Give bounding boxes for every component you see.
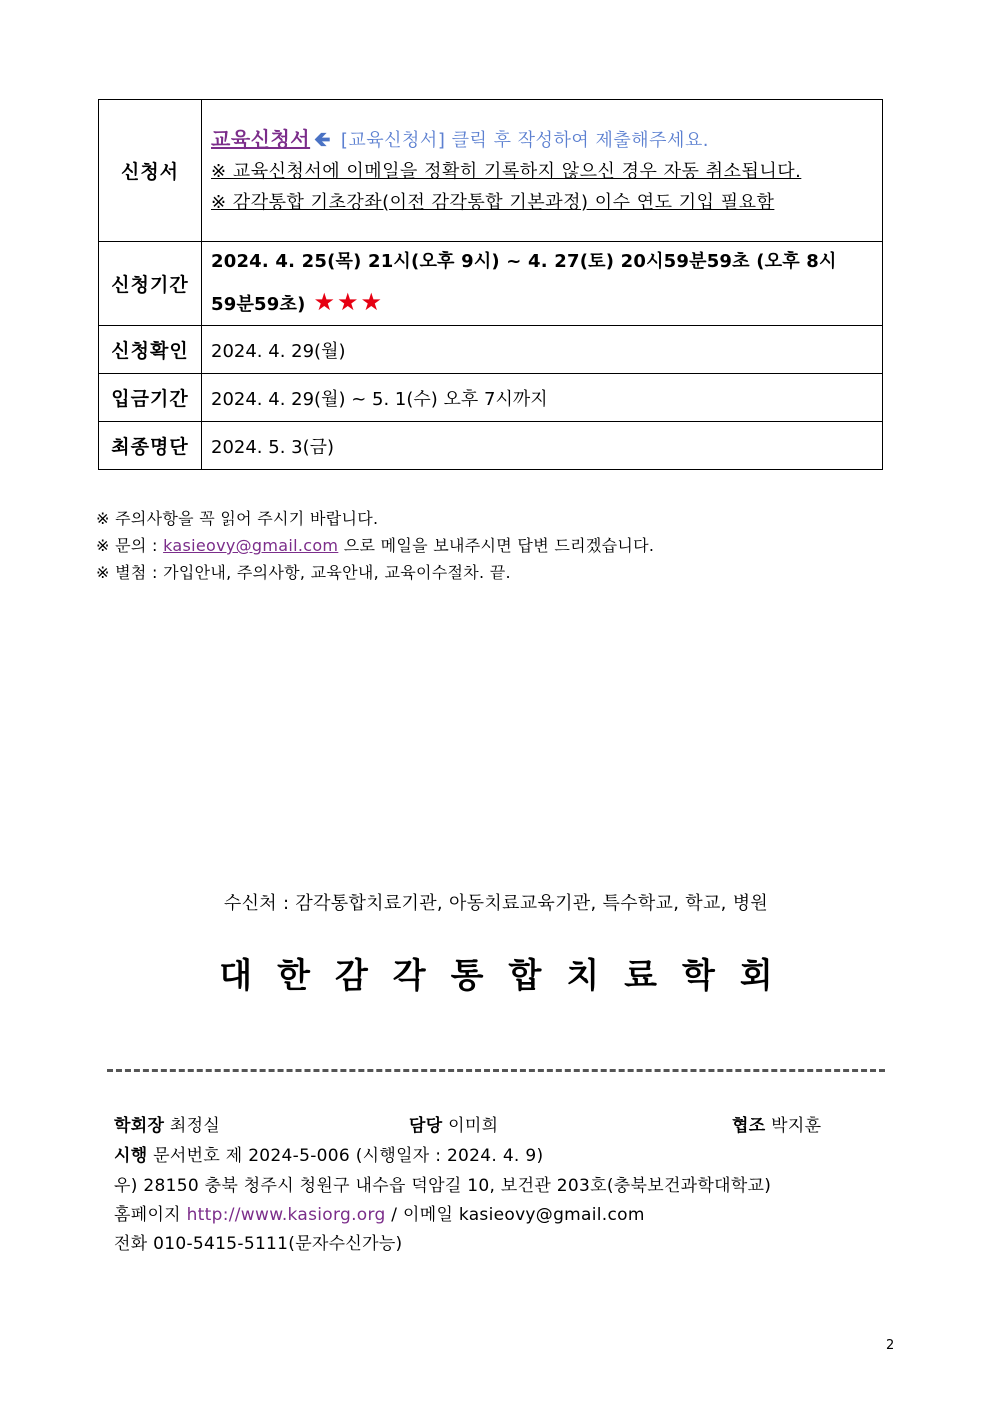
period-line-1: 2024. 4. 25(목) 21시(오후 9시) ~ 4. 27(토) 20시59분59초 (오후 8시 [211,251,837,272]
application-note-year: ※ 감각통합 기초강좌(이전 감각통합 기본과정) 이수 연도 기입 필요함 [211,191,775,213]
notes-section [96,505,654,586]
row-label-confirm: 신청확인 [99,326,202,374]
coop-label: 협조 [732,1116,766,1136]
address-line: 우) 28150 충북 청주시 청원구 내수읍 덕암길 10, 보건관 203호(충북보건과학대학교) [114,1176,772,1196]
period-line-2-text: 59분59초) [211,294,306,315]
issue-line [114,1141,543,1166]
issue-label: 시행 [114,1146,148,1166]
president-name: 최정실 [169,1116,221,1136]
phone-line: 전화 010-5415-5111(문자수신가능) [114,1234,403,1254]
homepage-label: 홈페이지 [114,1205,181,1225]
homepage-line [114,1200,645,1225]
row-label-application: 신청서 [99,100,202,242]
contact-email-link[interactable]: kasieovy@gmail.com [163,536,339,555]
application-hint: [교육신청서] 클릭 후 작성하여 제출해주세요. [340,129,709,151]
note-contact [96,532,654,559]
row-value-application [202,100,883,242]
footer-email: / 이메일 kasieovy@gmail.com [385,1205,645,1225]
application-form-link[interactable]: 교육신청서 [211,126,311,151]
manager [409,1111,498,1136]
table-row [99,100,883,242]
table-row [99,422,883,470]
application-link-line [211,124,882,156]
table-row [99,326,883,374]
coop-name: 박지훈 [771,1116,822,1136]
note-attachments: ※ 별첨 : 가입안내, 주의사항, 교육안내, 교육이수절차. 끝. [96,563,511,582]
note-caution: ※ 주의사항을 꼭 읽어 주시기 바랍니다. [96,509,379,528]
application-note-email: ※ 교육신청서에 이메일을 정확히 기록하지 않으신 경우 자동 취소됩니다. [211,160,802,182]
organization-title: 대한감각통합치료학회 [219,956,798,996]
row-label-payment: 입금기간 [99,374,202,422]
row-label-period: 신청기간 [99,242,202,326]
manager-label: 담당 [409,1116,443,1136]
row-label-final: 최종명단 [99,422,202,470]
info-table [98,99,883,470]
star-icons: ★★★ [313,288,385,316]
note-contact-prefix: ※ 문의 : [96,536,164,555]
note-contact-suffix: 으로 메일을 보내주시면 답변 드리겠습니다. [338,536,655,555]
recipients-line: 수신처 : 감각통합치료기관, 아동치료교육기관, 특수학교, 학교, 병원 [223,893,769,914]
manager-name: 이미희 [448,1116,499,1136]
dashed-divider [107,1069,885,1072]
period-line-2 [211,282,882,325]
cooperation [732,1111,821,1136]
president [114,1111,220,1136]
row-value-final: 2024. 5. 3(금) [202,422,883,470]
president-label: 학회장 [114,1116,165,1136]
table-row [99,374,883,422]
row-value-confirm: 2024. 4. 29(월) [202,326,883,374]
row-value-payment: 2024. 4. 29(월) ~ 5. 1(수) 오후 7시까지 [202,374,883,422]
homepage-link[interactable]: http://www.kasiorg.org [186,1205,386,1225]
issue-text: 문서번호 제 2024-5-006 (시행일자 : 2024. 4. 9) [153,1146,544,1166]
row-value-period [202,242,883,326]
table-row [99,242,883,326]
page-number: 2 [886,1338,895,1353]
left-arrow-icon: 🡸 [314,126,331,151]
